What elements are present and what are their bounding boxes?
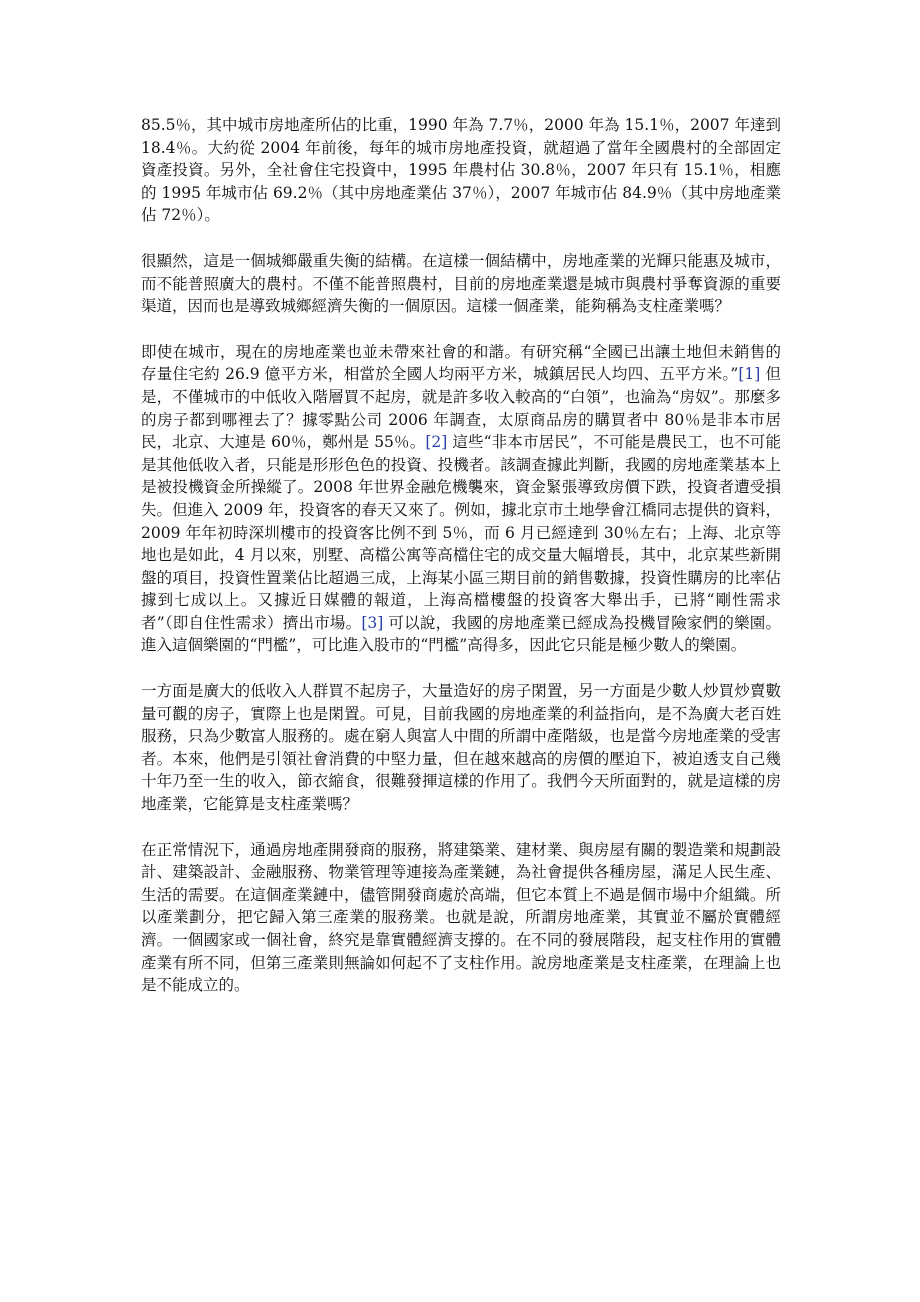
paragraph-3: 即使在城市，現在的房地產業也並未帶來社會的和諧。有研究稱“全國已出讓土地但未銷售的存量住宅約 26.9 億平方米，相當於全國人均兩平方米，城鎮居民人均四、五平方米。”[1] 但是，不僅城市的中低收入階層買不起房，就是許多收入較高的“白領”，也淪為“房奴”。那麼多的房子都到哪裡去了？據零點公司 2006 年調查，太原商品房的購買者中 80％是非本市居民，北京、大連是 60％，鄭州是 55％。[2] 這些“非本市居民”，不可能是農民工，也不可能是其他低收入者，只能是形形色色的投資、投機者。該調查據此判斷，我國的房地產業基本上是被投機資金所操縱了。2008 年世界金融危機襲來，資金緊張導致房價下跌，投資者遭受損失。但進入 2009 年，投資客的春天又來了。例如，據北京市土地學會江橋同志提供的資料，2009 年年初時深圳樓市的投資客比例不到 5％，而 6 月已經達到 30％左右；上海、北京等地也是如此，4 月以來，別墅、高檔公寓等高檔住宅的成交量大幅增長，其中，北京某些新開盤的項目，投資性置業佔比超過三成，上海某小區三期目前的銷售數據，投資性購房的比率佔據到七成以上。又據近日媒體的報道，上海高檔樓盤的投資客大舉出手，已將“剛性需求者”（即自住性需求）擠出市場。[3] 可以說，我國的房地產業已經成為投機冒險家們的樂園。進入這個樂園的“門檻”，可比進入股市的“門檻”高得多，因此它只能是極少數人的樂園。 (141, 342, 781, 655)
footnote-link[interactable]: [2] (425, 433, 448, 452)
footnote-link[interactable]: [3] (361, 613, 384, 632)
footnote-link[interactable]: [1] (738, 365, 761, 384)
paragraph-2: 很顯然，這是一個城鄉嚴重失衡的結構。在這樣一個結構中，房地產業的光輝只能惠及城市，而不能普照廣大的農村。不僅不能普照農村，目前的房地產業還是城市與農村爭奪資源的重要渠道，因而也是導致城鄉經濟失衡的一個原因。這樣一個產業，能夠稱為支柱產業嗎？ (141, 251, 781, 316)
paragraph-4: 一方面是廣大的低收入人群買不起房子，大量造好的房子閑置，另一方面是少數人炒買炒賣數量可觀的房子，實際上也是閑置。可見，目前我國的房地產業的利益指向，是不為廣大老百姓服務，只為少數富人服務的。處在窮人與富人中間的所謂中產階級，也是當今房地產業的受害者。本來，他們是引領社會消費的中堅力量，但在越來越高的房價的壓迫下，被迫透支自己幾十年乃至一生的收入，節衣縮食，很難發揮這樣的作用了。我們今天所面對的，就是這樣的房地產業，它能算是支柱產業嗎？ (141, 682, 781, 814)
paragraph-1: 85.5％，其中城市房地產所佔的比重，1990 年為 7.7％，2000 年為 15.1％，2007 年達到 18.4％。大約從 2004 年前後，每年的城市房地產投資，就超過了當年全國農村的全部固定資產投資。另外，全社會住宅投資中，1995 年農村佔 30.8％，2007 年只有 15.1％，相應的 1995 年城市佔 69.2％（其中房地產業佔 37％），2007 年城市佔 84.9％（其中房地產業佔 72％）。 (141, 116, 781, 225)
paragraph-5: 在正常情況下，通過房地產開發商的服務，將建築業、建材業、與房屋有關的製造業和規劃設計、建築設計、金融服務、物業管理等連接為產業鏈，為社會提供各種房屋，滿足人民生產、生活的需要。在這個產業鏈中，儘管開發商處於高端，但它本質上不過是個市場中介組織。所以產業劃分，把它歸入第三產業的服務業。也就是說，所謂房地產業，其實並不屬於實體經濟。一個國家或一個社會，終究是靠實體經濟支撐的。在不同的發展階段，起支柱作用的實體產業有所不同，但第三產業則無論如何起不了支柱作用。說房地產業是支柱產業，在理論上也是不能成立的。 (141, 840, 781, 995)
document-body (141, 114, 781, 1020)
